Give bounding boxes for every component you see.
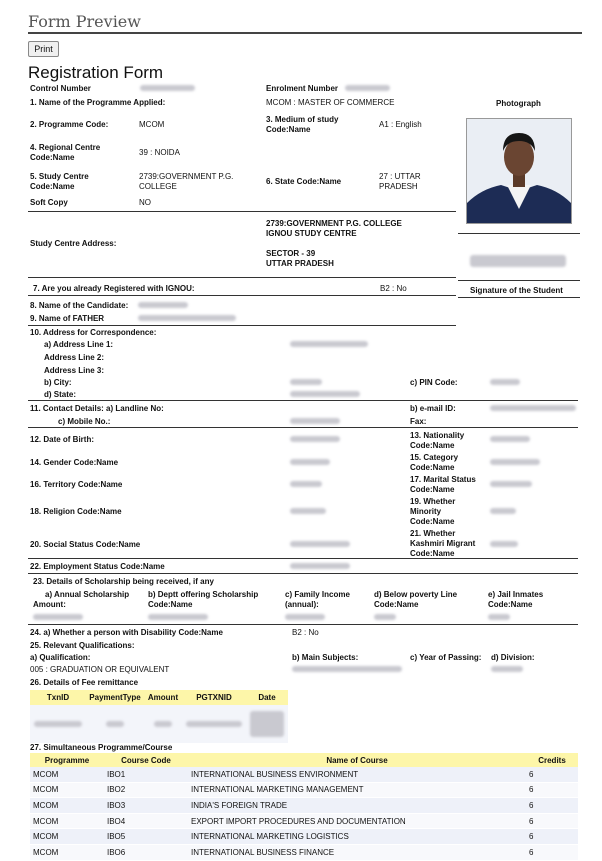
- fee-header-pgtxnid: PGTXNID: [182, 690, 246, 705]
- study-centre-value-1: 2739:GOVERNMENT P.G.: [139, 172, 234, 181]
- address-correspondence-label: 10. Address for Correspondence:: [30, 328, 157, 337]
- marital-label-1: 17. Marital Status: [410, 475, 476, 484]
- minority-label-2: Minority: [410, 507, 442, 516]
- landline-label: 11. Contact Details: a) Landline No:: [30, 404, 164, 413]
- course-programme: MCOM: [30, 798, 104, 814]
- state-value-2: PRADESH: [379, 182, 418, 191]
- programme-applied-value: MCOM : MASTER OF COMMERCE: [266, 98, 395, 107]
- religion-label: 18. Religion Code:Name: [30, 507, 122, 516]
- course-programme: MCOM: [30, 813, 104, 829]
- programme-code-value: MCOM: [139, 120, 165, 129]
- programme-code-label: 2. Programme Code:: [30, 120, 109, 129]
- bpl-label-2: Code:Name: [374, 600, 419, 609]
- fee-row: [30, 705, 288, 743]
- jail-inmates-value: [488, 614, 510, 620]
- gender-label: 14. Gender Code:Name: [30, 458, 119, 467]
- nationality-value: [490, 436, 530, 442]
- table-row: [30, 829, 578, 845]
- email-label: b) e-mail ID:: [410, 404, 456, 413]
- father-name-value: [138, 315, 236, 321]
- bpl-label-1: d) Below poverty Line: [374, 590, 458, 599]
- course-table: [30, 753, 578, 861]
- course-credits: 6: [526, 829, 578, 845]
- nationality-label-2: Code:Name: [410, 441, 455, 450]
- course-credits: 6: [526, 798, 578, 814]
- state-code-label: 6. State Code:Name: [266, 177, 342, 186]
- table-row: [30, 798, 578, 814]
- soft-copy-label: Soft Copy: [30, 198, 68, 207]
- minority-label-1: 19. Whether: [410, 497, 456, 506]
- soft-copy-value: NO: [139, 198, 151, 207]
- title-divider: [28, 32, 582, 34]
- course-name: INTERNATIONAL BUSINESS ENVIRONMENT: [188, 767, 526, 782]
- medium-label-1: 3. Medium of study: [266, 115, 339, 124]
- programme-applied-label: 1. Name of the Programme Applied:: [30, 98, 166, 107]
- fee-remittance-label: 26. Details of Fee remittance: [30, 678, 139, 687]
- deptt-scholarship-label-1: b) Deptt offering Scholarship: [148, 590, 259, 599]
- course-credits: 6: [526, 767, 578, 782]
- divider: [28, 624, 578, 625]
- fee-header-amount: Amount: [144, 690, 182, 705]
- deptt-scholarship-label-2: Code:Name: [148, 600, 193, 609]
- disability-value: B2 : No: [292, 628, 319, 637]
- fee-header-date: Date: [246, 690, 288, 705]
- state-value: [290, 391, 360, 397]
- course-programme: MCOM: [30, 782, 104, 798]
- pin-code-value: [490, 379, 520, 385]
- state-label: d) State:: [44, 390, 76, 399]
- division-value: [491, 666, 523, 672]
- nationality-label-1: 13. Nationality: [410, 431, 465, 440]
- sc-address-line-2: IGNOU STUDY CENTRE: [266, 229, 357, 238]
- course-programme: MCOM: [30, 829, 104, 845]
- sc-address-line-4: UTTAR PRADESH: [266, 259, 334, 268]
- mobile-label: c) Mobile No.:: [58, 417, 111, 426]
- student-photo: [466, 118, 572, 224]
- qualifications-label: 25. Relevant Qualifications:: [30, 641, 135, 650]
- employment-status-label: 22. Employment Status Code:Name: [30, 562, 165, 571]
- social-status-value: [290, 541, 350, 547]
- divider: [28, 558, 578, 559]
- candidate-name-value: [138, 302, 188, 308]
- regional-centre-label-2: Code:Name: [30, 153, 75, 162]
- divider: [28, 427, 578, 428]
- gender-value: [290, 459, 330, 465]
- qualification-label: a) Qualification:: [30, 653, 91, 662]
- jail-inmates-label-1: e) Jail Inmates: [488, 590, 544, 599]
- email-value: [490, 405, 576, 411]
- deptt-scholarship-value: [148, 614, 208, 620]
- course-name: EXPORT IMPORT PROCEDURES AND DOCUMENTATION: [188, 813, 526, 829]
- divider: [28, 325, 456, 326]
- divider: [28, 295, 456, 296]
- pin-code-label: c) PIN Code:: [410, 378, 458, 387]
- page-title: Form Preview: [28, 12, 141, 31]
- city-label: b) City:: [44, 378, 72, 387]
- enrolment-number-value: [345, 85, 390, 91]
- photograph-label: Photograph: [496, 99, 541, 108]
- course-name: INTERNATIONAL MARKETING MANAGEMENT: [188, 782, 526, 798]
- address-line-3-label: Address Line 3:: [44, 366, 105, 375]
- category-label-2: Code:Name: [410, 463, 455, 472]
- registered-ignou-label: 7. Are you already Registered with IGNOU:: [33, 284, 195, 293]
- signature-label: Signature of the Student: [470, 286, 563, 295]
- study-centre-label-2: Code:Name: [30, 182, 75, 191]
- course-code: IBO4: [104, 813, 188, 829]
- annual-scholarship-label-2: Amount:: [33, 600, 66, 609]
- division-label: d) Division:: [491, 653, 535, 662]
- employment-status-value: [290, 563, 350, 569]
- minority-label-3: Code:Name: [410, 517, 455, 526]
- sc-address-line-1: 2739:GOVERNMENT P.G. COLLEGE: [266, 219, 402, 228]
- candidate-name-label: 8. Name of the Candidate:: [30, 301, 129, 310]
- divider: [28, 211, 456, 212]
- course-code: IBO6: [104, 844, 188, 860]
- fee-table: [30, 690, 288, 743]
- main-subjects-value: [292, 666, 402, 672]
- course-code: IBO5: [104, 829, 188, 845]
- study-centre-address-label: Study Centre Address:: [30, 239, 117, 248]
- city-value: [290, 379, 322, 385]
- table-row: [30, 782, 578, 798]
- marital-label-2: Code:Name: [410, 485, 455, 494]
- course-header-name: Name of Course: [188, 753, 526, 767]
- study-centre-label-1: 5. Study Centre: [30, 172, 89, 181]
- kashmiri-label-2: Kashmiri Migrant: [410, 539, 476, 548]
- qualification-value: 005 : GRADUATION OR EQUIVALENT: [30, 665, 170, 674]
- family-income-label-2: (annual):: [285, 600, 319, 609]
- address-line-2-label: Address Line 2:: [44, 353, 105, 362]
- course-name: INDIA'S FOREIGN TRADE: [188, 798, 526, 814]
- marital-value: [490, 481, 532, 487]
- table-row: [30, 767, 578, 782]
- minority-value: [490, 508, 516, 514]
- course-programme: MCOM: [30, 767, 104, 782]
- category-label-1: 15. Category: [410, 453, 459, 462]
- father-name-label: 9. Name of FATHER: [30, 314, 105, 323]
- divider: [28, 277, 456, 278]
- table-row: [30, 844, 578, 860]
- annual-scholarship-label-1: a) Annual Scholarship: [45, 590, 130, 599]
- regional-centre-value: 39 : NOIDA: [139, 148, 180, 157]
- fax-label: Fax:: [410, 417, 427, 426]
- course-header-credits: Credits: [526, 753, 578, 767]
- address-line-1-value: [290, 341, 368, 347]
- course-name: INTERNATIONAL MARKETING LOGISTICS: [188, 829, 526, 845]
- state-value-1: 27 : UTTAR: [379, 172, 421, 181]
- kashmiri-label-3: Code:Name: [410, 549, 455, 558]
- course-header-code: Course Code: [104, 753, 188, 767]
- religion-value: [290, 508, 326, 514]
- course-credits: 6: [526, 844, 578, 860]
- category-value: [490, 459, 540, 465]
- kashmiri-value: [490, 541, 518, 547]
- territory-value: [290, 481, 322, 487]
- dob-label: 12. Date of Birth:: [30, 435, 95, 444]
- sc-address-line-3: SECTOR - 39: [266, 249, 316, 258]
- divider: [458, 280, 580, 281]
- address-line-1-label: a) Address Line 1:: [44, 340, 114, 349]
- social-status-label: 20. Social Status Code:Name: [30, 540, 141, 549]
- disability-label: 24. a) Whether a person with Disability Code:Name: [30, 628, 223, 637]
- course-code: IBO3: [104, 798, 188, 814]
- family-income-label-1: c) Family Income: [285, 590, 350, 599]
- course-name: INTERNATIONAL BUSINESS FINANCE: [188, 844, 526, 860]
- mobile-value: [290, 418, 340, 424]
- course-programme: MCOM: [30, 844, 104, 860]
- enrolment-number-label: Enrolment Number: [266, 84, 339, 93]
- simultaneous-programme-label: 27. Simultaneous Programme/Course: [30, 743, 173, 752]
- control-number-label: Control Number: [30, 84, 91, 93]
- divider: [458, 297, 580, 298]
- course-credits: 6: [526, 813, 578, 829]
- medium-label-2: Code:Name: [266, 125, 311, 134]
- medium-value: A1 : English: [379, 120, 422, 129]
- form-title: Registration Form: [28, 63, 164, 82]
- kashmiri-label-1: 21. Whether: [410, 529, 456, 538]
- divider: [28, 400, 578, 401]
- annual-scholarship-value: [33, 614, 83, 620]
- course-credits: 6: [526, 782, 578, 798]
- fee-header-txnid: TxnID: [30, 690, 86, 705]
- study-centre-value-2: COLLEGE: [139, 182, 177, 191]
- main-subjects-label: b) Main Subjects:: [292, 653, 359, 662]
- course-code: IBO2: [104, 782, 188, 798]
- jail-inmates-label-2: Code:Name: [488, 600, 533, 609]
- scholarship-label: 23. Details of Scholarship being received, if any: [33, 577, 214, 586]
- year-passing-label: c) Year of Passing:: [410, 653, 482, 662]
- bpl-value: [374, 614, 396, 620]
- divider: [28, 573, 578, 574]
- divider: [458, 233, 580, 234]
- student-signature: [470, 255, 566, 267]
- regional-centre-label-1: 4. Regional Centre: [30, 143, 101, 152]
- course-header-programme: Programme: [30, 753, 104, 767]
- territory-label: 16. Territory Code:Name: [30, 480, 123, 489]
- print-button[interactable]: Print: [28, 41, 59, 57]
- course-code: IBO1: [104, 767, 188, 782]
- registered-ignou-value: B2 : No: [380, 284, 407, 293]
- control-number-value: [140, 85, 195, 91]
- dob-value: [290, 436, 340, 442]
- table-row: [30, 813, 578, 829]
- fee-header-paymenttype: PaymentType: [86, 690, 144, 705]
- family-income-value: [285, 614, 325, 620]
